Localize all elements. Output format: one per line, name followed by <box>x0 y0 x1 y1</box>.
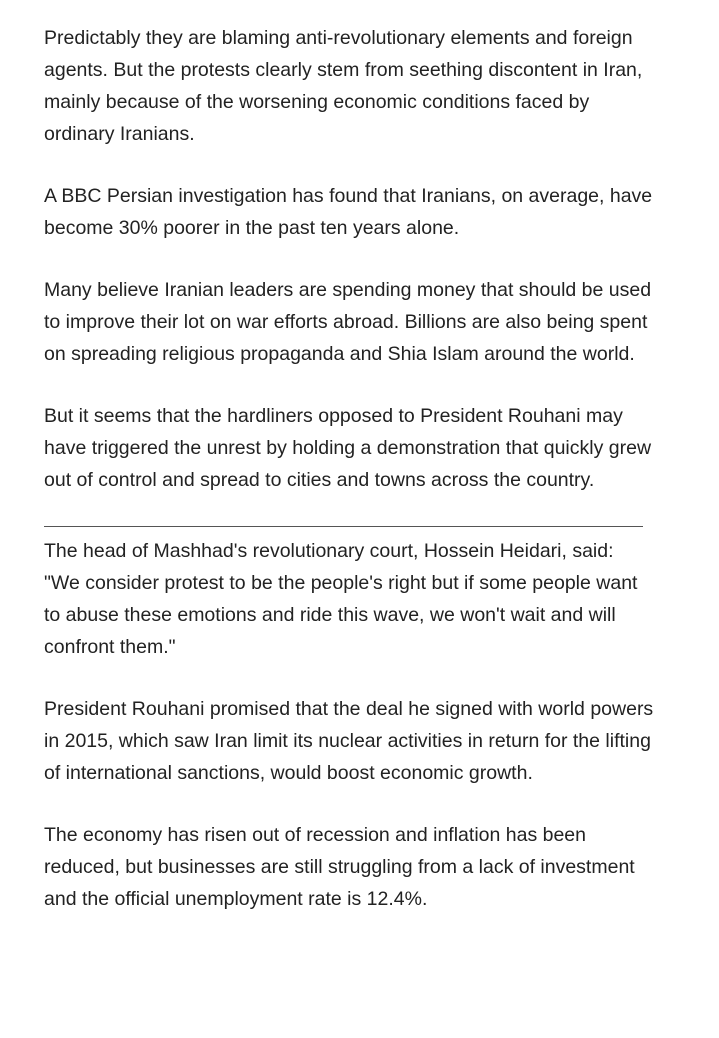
article-paragraph: President Rouhani promised that the deal he signed with world powers in 2015, which saw Iran limit its nuclear activities in return for the lifting of international sanctions, would boost economic growth. <box>44 698 654 784</box>
article-paragraph: Predictably they are blaming anti-revolutionary elements and foreign agents. But the protests clearly stem from seething discontent in Iran, mainly because of the worsening economic conditions faced by ordinary Iranians. <box>44 27 643 145</box>
article-body <box>44 22 654 945</box>
article-paragraph: Many believe Iranian leaders are spending money that should be used to improve their lot on war efforts abroad. Billions are also being spent on spreading religious propaganda and Shia Islam around the world. <box>44 279 652 365</box>
article-paragraph: The economy has risen out of recession and inflation has been reduced, but businesses are still struggling from a lack of investment and the official unemployment rate is 12.4%. <box>44 824 635 910</box>
article-paragraph: But it seems that the hardliners opposed to President Rouhani may have triggered the unrest by holding a demonstration that quickly grew out of control and spread to cities and towns across the country. <box>44 405 652 491</box>
article-paragraph: A BBC Persian investigation has found that Iranians, on average, have become 30% poorer in the past ten years alone. <box>44 185 653 239</box>
article-paragraph: The head of Mashhad's revolutionary court, Hossein Heidari, said: "We consider protest to be the people's right but if some people want to abuse these emotions and ride this wave, we won't wait and will confront them." <box>44 540 638 658</box>
section-divider <box>44 526 643 527</box>
